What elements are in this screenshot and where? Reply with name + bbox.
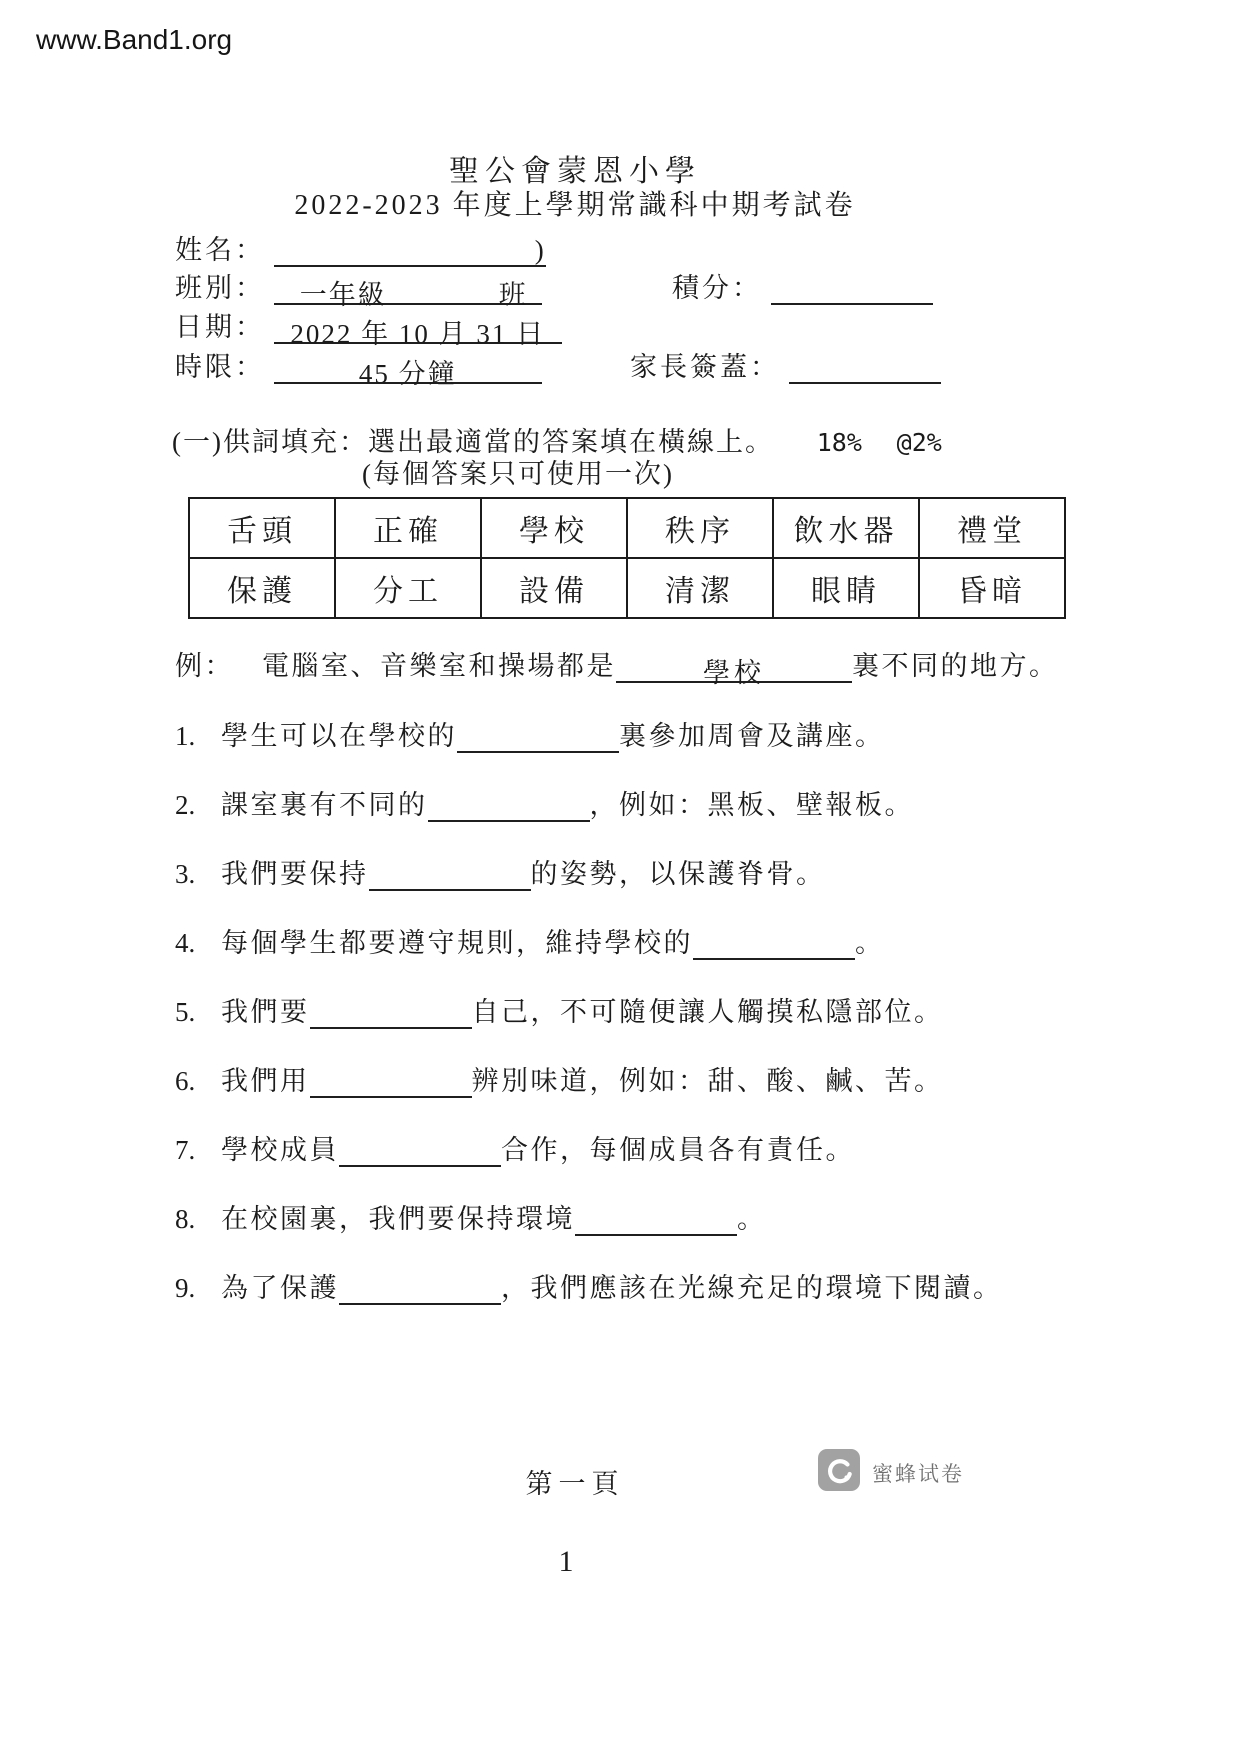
question-pre-text: 我們要保持 [221, 859, 369, 889]
brand-name: 蜜蜂试卷 [872, 1462, 964, 1486]
word-bank-cell: 飲水器 [773, 498, 919, 558]
page-number: 1 [558, 1545, 574, 1578]
question-post-text: 。 [855, 928, 885, 958]
exam-title: 2022-2023 年度上學期常識科中期考試卷 [294, 190, 856, 221]
question-number: 9. [175, 1273, 196, 1303]
question-post-text: 合作，每個成員各有責任。 [501, 1135, 855, 1165]
answer-blank [575, 1204, 737, 1236]
question-post-text: ，例如：黑板、壁報板。 [589, 790, 914, 820]
question-row [175, 1197, 1003, 1234]
question-number: 1. [175, 721, 196, 751]
word-bank-table [188, 497, 1066, 619]
example-answer-blank [616, 651, 852, 688]
date-row [175, 305, 562, 349]
answer-blank [339, 1273, 501, 1305]
name-field-blank [274, 235, 546, 267]
word-bank-cell: 清潔 [627, 558, 773, 618]
word-bank-cell: 保護 [189, 558, 335, 618]
brand-group [818, 1449, 964, 1496]
section1-marks-total: 18% [816, 428, 862, 457]
question-row [175, 714, 1003, 751]
word-bank-cell: 舌頭 [189, 498, 335, 558]
answer-blank [693, 928, 855, 960]
word-bank-cell: 學校 [481, 498, 627, 558]
example-label: 例： [175, 651, 234, 681]
parent-sign-blank [789, 352, 941, 384]
answer-blank [310, 997, 472, 1029]
class-field-blank [274, 273, 542, 310]
question-number: 8. [175, 1204, 196, 1234]
question-row [175, 1059, 1003, 1096]
name-label: 姓名： [175, 235, 265, 265]
example-post: 裏不同的地方。 [852, 651, 1059, 681]
word-bank-cell: 分工 [335, 558, 481, 618]
example-pre: 電腦室、音樂室和操場都是 [262, 651, 616, 681]
questions-list [175, 714, 1003, 1303]
class-label: 班別： [175, 273, 265, 303]
question-row [175, 990, 1003, 1027]
question-pre-text: 課室裏有不同的 [221, 790, 428, 820]
word-bank-cell: 秩序 [627, 498, 773, 558]
class-value: 一年級 [299, 280, 387, 310]
question-pre-text: 我們要 [221, 997, 310, 1027]
question-row [175, 1128, 1003, 1165]
score-label: 積分： [672, 273, 762, 303]
question-post-text: 自己，不可隨便讓人觸摸私隱部位。 [471, 997, 944, 1027]
section1-marks-each: @2% [896, 428, 942, 457]
class-row [175, 266, 542, 310]
question-post-text: 。 [737, 1204, 767, 1234]
word-bank-body [189, 498, 1065, 618]
answer-blank [310, 1066, 472, 1098]
question-number: 2. [175, 790, 196, 820]
answer-blank [339, 1135, 501, 1167]
name-paren: ) [534, 235, 546, 265]
question-number: 3. [175, 859, 196, 889]
time-value: 45 分鐘 [358, 359, 457, 389]
question-post-text: 辨別味道，例如：甜、酸、鹹、苦。 [471, 1066, 944, 1096]
word-bank-row [189, 498, 1065, 558]
question-pre-text: 在校園裏，我們要保持環境 [221, 1204, 575, 1234]
question-pre-text: 每個學生都要遵守規則，維持學校的 [221, 928, 693, 958]
question-number: 5. [175, 997, 196, 1027]
question-pre-text: 學校成員 [221, 1135, 339, 1165]
parent-sign-label: 家長簽蓋： [630, 352, 780, 382]
example-row [175, 644, 1059, 688]
question-row [175, 783, 1003, 820]
time-row [175, 345, 542, 389]
question-row [175, 852, 1003, 889]
question-post-text: 的姿勢，以保護脊骨。 [530, 859, 826, 889]
word-bank-row [189, 558, 1065, 618]
date-value: 2022 年 10 月 31 日 [290, 319, 546, 349]
question-row [175, 1266, 1003, 1303]
class-suffix: 班 [498, 280, 528, 310]
section1-note: (每個答案只可使用一次) [362, 459, 674, 489]
school-name: 聖公會蒙恩小學 [449, 155, 701, 188]
parent-sign-group [630, 345, 941, 384]
time-field-blank [274, 352, 542, 389]
bee-logo-icon [818, 1449, 860, 1496]
word-bank-cell: 昏暗 [919, 558, 1065, 618]
answer-blank [369, 859, 531, 891]
word-bank-cell: 禮堂 [919, 498, 1065, 558]
time-limit-label: 時限： [175, 352, 265, 382]
word-bank-cell: 設備 [481, 558, 627, 618]
score-group [672, 266, 933, 305]
question-number: 4. [175, 928, 196, 958]
footer-page-label: 第一頁 [525, 1469, 625, 1499]
question-pre-text: 為了保護 [221, 1273, 339, 1303]
answer-blank [457, 721, 619, 753]
question-pre-text: 學生可以在學校的 [221, 721, 457, 751]
question-post-text: ，我們應該在光線充足的環境下閱讀。 [501, 1273, 1003, 1303]
word-bank-cell: 眼睛 [773, 558, 919, 618]
word-bank-cell: 正確 [335, 498, 481, 558]
question-number: 6. [175, 1066, 196, 1096]
score-field-blank [771, 273, 933, 305]
question-pre-text: 我們用 [221, 1066, 310, 1096]
site-watermark: www.Band1.org [36, 24, 233, 55]
example-answer: 學校 [703, 658, 765, 688]
date-field-blank [274, 312, 562, 349]
answer-blank [428, 790, 590, 822]
question-row [175, 921, 1003, 958]
section1-heading: (一)供詞填充：選出最適當的答案填在橫線上。 [172, 427, 774, 457]
question-number: 7. [175, 1135, 196, 1165]
name-row [175, 228, 546, 267]
date-label: 日期： [175, 312, 265, 342]
question-post-text: 裏參加周會及講座。 [619, 721, 885, 751]
